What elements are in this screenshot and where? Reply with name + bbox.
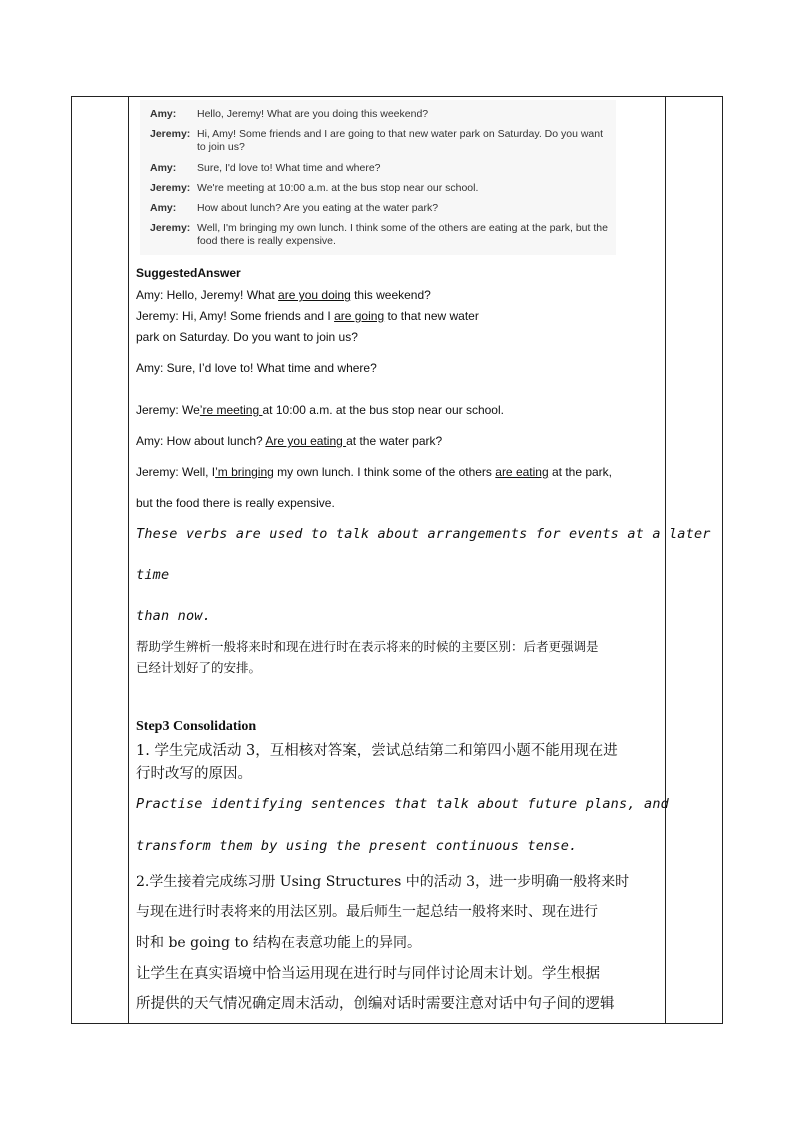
step3-paragraph-line: 与现在进行时表将来的用法区别。最后师生一起总结一般将来时、现在进行 (136, 904, 598, 920)
step3-paragraph-line: 2.学生接着完成练习册 Using Structures 中的活动 3，进一步明确一般将来时 (136, 874, 630, 890)
teaching-note-line: 帮助学生辨析一般将来时和现在进行时在表示将来的时候的主要区别：后者更强调是 (136, 639, 599, 654)
textbook-dialogue-image (140, 100, 616, 255)
answer-underlined: are eating (495, 465, 549, 479)
dialogue-speaker: Amy: (150, 108, 177, 120)
answer-line: Amy: Sure, I’d love to! What time and where? (136, 361, 377, 375)
answer-text: Jeremy: Well, I (136, 465, 216, 479)
answer-line (136, 308, 479, 324)
answer-line (136, 464, 612, 480)
step3-heading: Step3 Consolidation (136, 719, 257, 734)
note-line: than now. (136, 608, 211, 624)
dialogue-text: Hello, Jeremy! What are you doing this weekend? (197, 108, 429, 120)
answer-text: this weekend? (350, 288, 431, 302)
answer-text: Jeremy: Hi, Amy! Some friends and I (136, 309, 335, 323)
answer-line (136, 402, 504, 418)
dialogue-text: Sure, I'd love to! What time and where? (197, 162, 381, 174)
answer-text: at 10:00 a.m. at the bus stop near our school. (262, 403, 504, 417)
table-column-divider-left (128, 96, 129, 1024)
dialogue-speaker: Jeremy: (150, 182, 191, 194)
answer-text: to that new water (384, 309, 479, 323)
dialogue-text: Hi, Amy! Some friends and I are going to that new water park on Saturday. Do you want to join us? (197, 128, 604, 153)
answer-text: my own lunch. I think some of the others (273, 465, 496, 479)
dialogue-speaker: Jeremy: (150, 128, 191, 140)
answer-text: at the water park? (346, 434, 443, 448)
answer-line (136, 287, 431, 303)
step3-paragraph-line: 让学生在真实语境中恰当运用现在进行时与同伴讨论周末计划。学生根据 (136, 966, 600, 982)
dialogue-speaker: Jeremy: (150, 222, 191, 234)
answer-text: at the park, (548, 465, 613, 479)
step3-note-line: Practise identifying sentences that talk about future plans, and (136, 796, 669, 812)
dialogue-text: We're meeting at 10:00 a.m. at the bus stop near our school. (197, 182, 479, 194)
answer-underlined: are you doing (278, 288, 351, 302)
answer-line: but the food there is really expensive. (136, 496, 335, 510)
step3-paragraph-line: 1. 学生完成活动 3，互相核对答案，尝试总结第二和第四小题不能用现在进 (136, 743, 618, 759)
answer-text: Amy: Hello, Jeremy! What (136, 288, 279, 302)
answer-line (136, 433, 442, 449)
answer-underlined: ’m bringing (215, 465, 274, 479)
answer-text: Amy: How about lunch? (136, 434, 266, 448)
table-column-divider-right (665, 96, 666, 1024)
teaching-note-line: 已经计划好了的安排。 (136, 660, 262, 675)
answer-line: park on Saturday. Do you want to join us? (136, 330, 358, 344)
step3-note-line: transform them by using the present continuous tense. (136, 838, 578, 854)
step3-paragraph-line: 所提供的天气情况确定周末活动，创编对话时需要注意对话中句子间的逻辑 (136, 996, 615, 1012)
answer-underlined: ’re meeting (199, 403, 263, 417)
answer-text: Jeremy: We (136, 403, 200, 417)
note-line: time (136, 567, 170, 583)
dialogue-text: Well, I'm bringing my own lunch. I think some of the others are eating at the park, but the food there is really expensive. (197, 222, 608, 247)
step3-paragraph-line: 时和 be going to 结构在表意功能上的异同。 (136, 935, 421, 951)
dialogue-speaker: Amy: (150, 162, 177, 174)
note-line: These verbs are used to talk about arrangements for events at a later (136, 526, 711, 542)
answer-underlined: are going (334, 309, 385, 323)
dialogue-speaker: Amy: (150, 202, 177, 214)
dialogue-text: How about lunch? Are you eating at the water park? (197, 202, 439, 214)
step3-paragraph-line: 行时改写的原因。 (136, 766, 252, 782)
answer-underlined: Are you eating (265, 434, 347, 448)
answer-heading: SuggestedAnswer (136, 266, 241, 280)
